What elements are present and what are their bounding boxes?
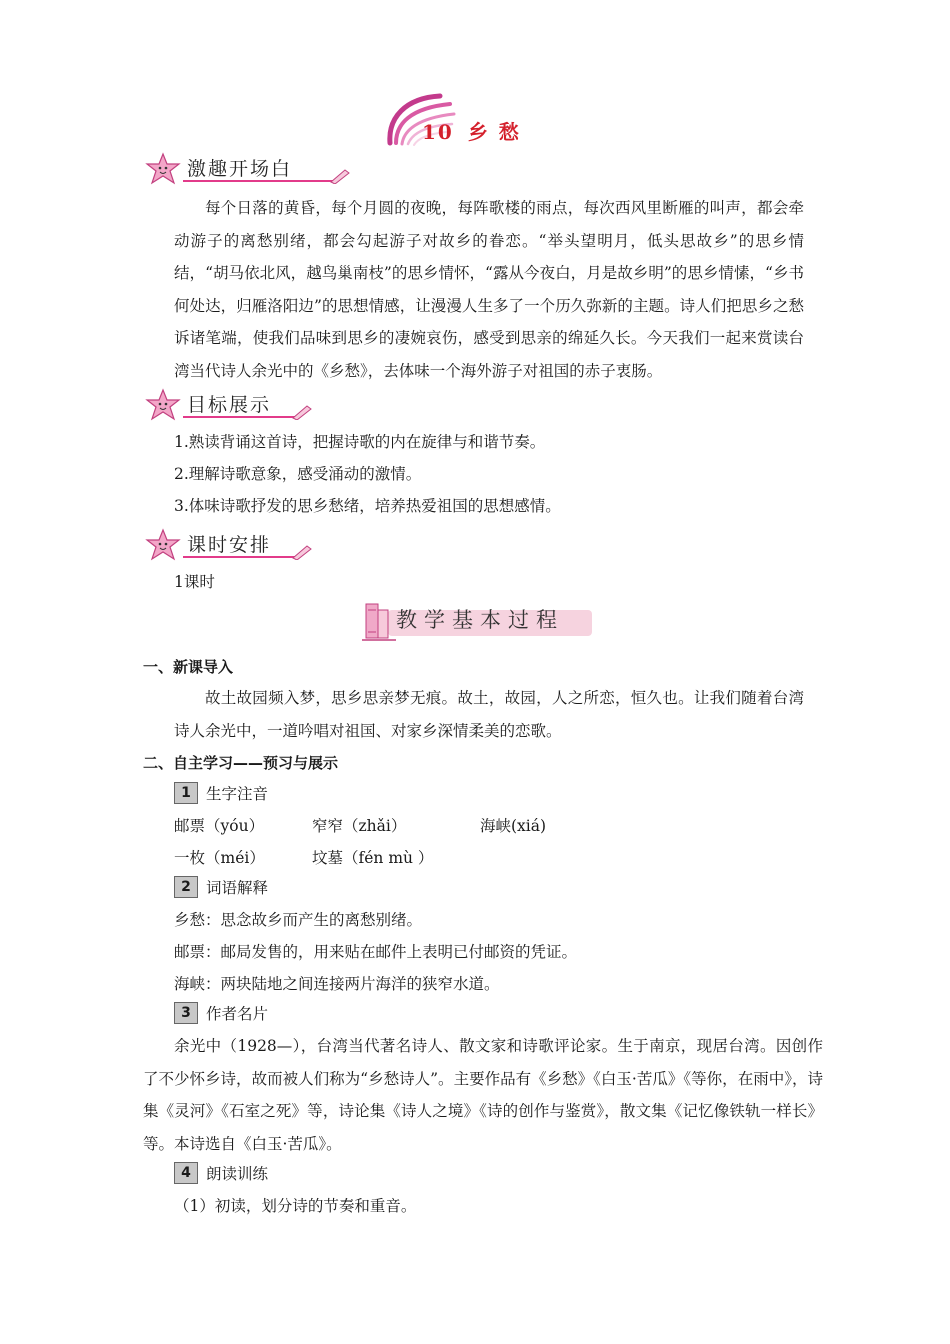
section-header-intro xyxy=(143,152,343,188)
part2-heading: 二、自主学习——预习与展示 xyxy=(143,754,339,772)
books-icon xyxy=(360,596,400,644)
author-paragraph: 余光中（1928—），台湾当代著名诗人、散文家和诗歌评论家。生于南京，现居台湾。因创作了不少怀乡诗，故而被人们称为“乡愁诗人”。主要作品有《乡愁》《白玉·苦瓜》《等你，在雨中》，诗集《灵河》《石室之死》等，诗论集《诗人之境》《诗的创作与鉴赏》，散文集《记忆像铁轨一样长》等。本诗选自《白玉·苦瓜》。 xyxy=(143,1037,823,1153)
vocab-entry: 海峡(xiá) xyxy=(480,817,547,835)
vocab-entry: 窄窄（zhǎi） xyxy=(312,817,407,835)
schedule-text: 1课时 xyxy=(174,573,215,591)
part1-heading: 一、新课导入 xyxy=(143,658,234,676)
process-banner xyxy=(360,596,596,644)
subsection-definitions xyxy=(174,876,268,898)
vocab-entry: 一枚（méi） xyxy=(174,849,265,867)
definition-line: 邮票：邮局发售的，用来贴在邮件上表明已付邮资的凭证。 xyxy=(174,943,578,961)
intro-paragraph: 每个日落的黄昏，每个月圆的夜晚，每阵歌楼的雨点，每次西风里断雁的叫声，都会牵动游子的离愁别绪，都会勾起游子对故乡的眷恋。“举头望明月，低头思故乡”的思乡情结，“胡马依北风，越鸟巢南枝”的思乡情怀，“露从今夜白，月是故乡明”的思乡情愫，“乡书何处达，归雁洛阳边”的思想情感，让漫漫人生多了一个历久弥新的主题。诗人们把思乡之愁诉诸笔端，使我们品味到思乡的凄婉哀伤，感受到思亲的绵延久长。今天我们一起来赏读台湾当代诗人余光中的《乡愁》，去体味一个海外游子对祖国的赤子衷肠。 xyxy=(174,199,804,380)
subsection-reading xyxy=(174,1162,268,1184)
subsection-label: 朗读训练 xyxy=(206,1165,269,1183)
section-underline xyxy=(183,180,333,182)
subsection-label: 作者名片 xyxy=(206,1005,269,1023)
reading-instruction: （1）初读，划分诗的节奏和重音。 xyxy=(174,1197,417,1215)
vocab-entry: 邮票（yóu） xyxy=(174,817,265,835)
section-underline xyxy=(183,416,295,418)
goal-item: 1.熟读背诵这首诗，把握诗歌的内在旋律与和谐节奏。 xyxy=(174,433,546,451)
lesson-number: 10 xyxy=(422,120,454,144)
subsection-number: 1 xyxy=(174,782,198,804)
subsection-label: 词语解释 xyxy=(206,879,269,897)
star-mascot-icon xyxy=(143,152,183,186)
section-header-goals xyxy=(143,388,313,424)
star-mascot-icon xyxy=(143,528,183,562)
goal-item: 3.体味诗歌抒发的思乡愁绪，培养热爱祖国的思想感情。 xyxy=(174,497,561,515)
subsection-number: 3 xyxy=(174,1002,198,1024)
section-title: 课时安排 xyxy=(187,534,272,556)
section-header-schedule xyxy=(143,528,313,564)
part1-paragraph: 故土故园频入梦，思乡思亲梦无痕。故土，故园，人之所恋，恒久也。让我们随着台湾诗人余光中，一道吟唱对祖国、对家乡深情柔美的恋歌。 xyxy=(174,689,804,740)
subsection-number: 4 xyxy=(174,1162,198,1184)
subsection-author xyxy=(174,1002,268,1024)
vocab-entry: 坟墓（fén mù ） xyxy=(312,849,434,867)
pen-icon xyxy=(291,542,313,560)
star-mascot-icon xyxy=(143,388,183,422)
pen-icon xyxy=(291,402,313,420)
subsection-pronunciation xyxy=(174,782,268,804)
lesson-name: 乡 愁 xyxy=(467,120,521,144)
section-title: 目标展示 xyxy=(187,394,272,416)
pen-icon xyxy=(329,166,351,184)
goal-item: 2.理解诗歌意象，感受涌动的激情。 xyxy=(174,465,422,483)
subsection-number: 2 xyxy=(174,876,198,898)
lesson-title xyxy=(380,88,570,148)
banner-title: 教学基本过程 xyxy=(396,608,564,632)
definition-line: 海峡：两块陆地之间连接两片海洋的狭窄水道。 xyxy=(174,975,500,993)
definition-line: 乡愁：思念故乡而产生的离愁别绪。 xyxy=(174,911,423,929)
section-underline xyxy=(183,556,295,558)
subsection-label: 生字注音 xyxy=(206,785,269,803)
section-title: 激趣开场白 xyxy=(187,158,293,180)
